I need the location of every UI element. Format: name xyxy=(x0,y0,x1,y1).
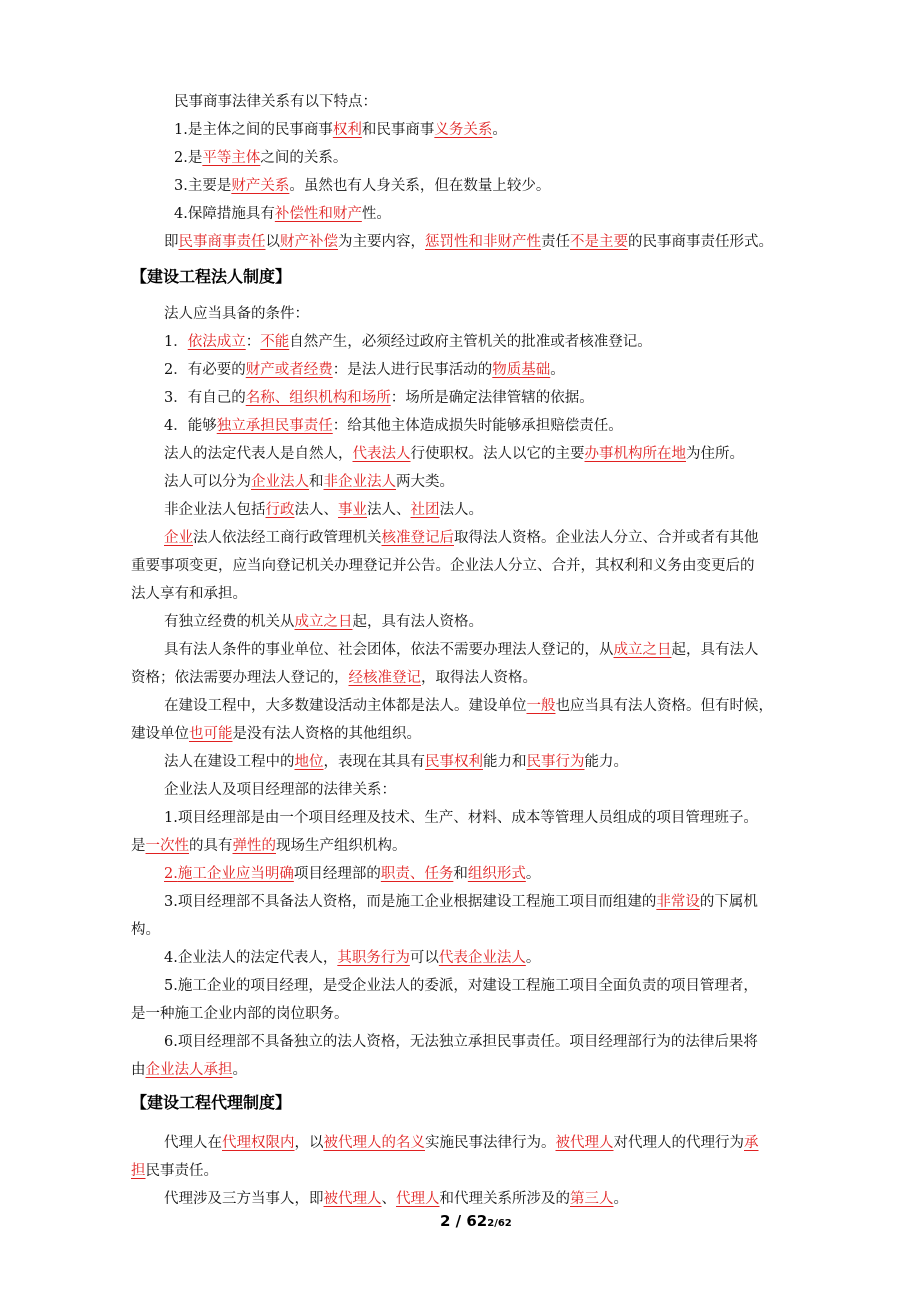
text-segment: 法人应当具备的条件： xyxy=(164,306,309,322)
paragraph-line xyxy=(164,472,454,492)
text-segment: 。 xyxy=(525,866,541,882)
text-segment: 非企业法人包括 xyxy=(164,502,266,518)
highlighted-term: 第三人 xyxy=(570,1191,614,1207)
highlighted-term: 补偿性和财产 xyxy=(274,206,362,222)
text-segment: 能力。 xyxy=(584,754,628,770)
paragraph-line xyxy=(164,232,773,252)
section-heading-legal-person: 【建设工程法人制度】 xyxy=(131,267,292,286)
text-segment: 行使职权。法人以它的主要 xyxy=(410,446,585,462)
highlighted-term: 平等主体 xyxy=(202,150,261,166)
highlighted-term: 财产或者经费 xyxy=(245,362,333,378)
paragraph-line xyxy=(164,976,758,996)
paragraph-line xyxy=(131,584,247,604)
highlighted-term: 物质基础 xyxy=(492,362,551,378)
text-segment: 项目经理部的 xyxy=(293,866,381,882)
text-segment: 法人、 xyxy=(367,502,411,518)
text-segment: 为主要内容， xyxy=(338,234,425,250)
text-segment: 3.主要是 xyxy=(174,178,232,194)
text-segment: 责任 xyxy=(541,234,570,250)
highlighted-term: 成立之日 xyxy=(613,642,672,658)
text-segment: 法人。 xyxy=(439,502,483,518)
paragraph-line xyxy=(131,920,160,940)
text-segment: ，表现在其具有 xyxy=(323,754,425,770)
paragraph-line xyxy=(164,892,758,912)
highlighted-term: 权利 xyxy=(332,122,362,138)
paragraph-line xyxy=(164,528,759,548)
highlighted-term: 2. xyxy=(164,866,178,882)
highlighted-term: 其职务行为 xyxy=(337,950,410,966)
page-footer xyxy=(440,1212,512,1230)
paragraph-line xyxy=(164,864,540,884)
text-segment: 1.是主体之间的民事商事 xyxy=(174,122,333,138)
text-segment: 可以 xyxy=(409,950,439,966)
text-segment: 1． xyxy=(164,334,188,350)
highlighted-term: 被代理人的名义 xyxy=(323,1135,425,1151)
text-segment: 具有法人条件的事业单位、社会团体，依法不需要办理法人登记的，从 xyxy=(164,642,614,658)
text-segment: 由 xyxy=(131,1062,146,1078)
highlighted-term: 惩罚性和非财产性 xyxy=(425,234,541,250)
text-segment: 3．有自己的 xyxy=(164,390,246,406)
text-segment: 以 xyxy=(265,234,280,250)
text-segment: 的具有 xyxy=(189,838,233,854)
paragraph-line xyxy=(131,724,421,744)
text-segment: 法人在建设工程中的 xyxy=(164,754,295,770)
text-segment: 和民事商事 xyxy=(361,122,435,138)
text-segment: 法人的法定代表人是自然人， xyxy=(164,446,353,462)
highlighted-term: 一般 xyxy=(526,698,556,714)
highlighted-term: 核准登记后 xyxy=(381,530,454,546)
highlighted-term: 不是主要 xyxy=(570,234,628,250)
highlighted-term: 社团 xyxy=(410,502,440,518)
highlighted-term: 被代理人 xyxy=(555,1135,614,1151)
text-segment: 和 xyxy=(309,474,324,490)
highlighted-term: 也可能 xyxy=(189,726,233,742)
text-segment: 重要事项变更，应当向登记机关办理登记并公告。企业法人分立、合并，其权利和义务由变更后的 xyxy=(131,558,755,574)
paragraph-line xyxy=(164,500,483,520)
text-segment: 是 xyxy=(131,838,146,854)
paragraph-line xyxy=(131,668,537,688)
text-segment: 4.企业法人的法定代表人， xyxy=(164,950,338,966)
text-segment: 民事商事法律关系有以下特点： xyxy=(174,94,377,110)
text-segment: 2.是 xyxy=(174,150,203,166)
highlighted-term: 义务关系 xyxy=(434,122,493,138)
text-segment: 能力和 xyxy=(483,754,527,770)
text-segment: 的下属机 xyxy=(699,894,758,910)
text-segment: 也应当具有法人资格。但有时候， xyxy=(555,698,773,714)
page-number-small: 2/62 xyxy=(487,1218,512,1229)
text-segment: 。虽然也有人身关系，但在数量上较少。 xyxy=(289,178,551,194)
text-segment: 法人、 xyxy=(294,502,338,518)
paragraph-line xyxy=(164,1133,759,1153)
text-segment: 建设单位 xyxy=(131,726,189,742)
paragraph-line xyxy=(164,640,759,660)
text-segment: 3.项目经理部不具备法人资格，而是施工企业根据建设工程施工项目而组建的 xyxy=(164,894,657,910)
text-segment: 民事责任。 xyxy=(145,1163,218,1179)
text-segment: ：是法人进行民事活动的 xyxy=(332,362,493,378)
text-segment: 。 xyxy=(613,1191,628,1207)
highlighted-term: 民事商事责任 xyxy=(178,234,266,250)
paragraph-line xyxy=(131,556,755,576)
highlighted-term: 企业法人承担 xyxy=(145,1062,233,1078)
paragraph-line xyxy=(131,1161,218,1181)
highlighted-term: 担 xyxy=(131,1163,146,1179)
text-segment: 法人可以分为 xyxy=(164,474,251,490)
text-segment: 企业法人及项目经理部的法律关系： xyxy=(164,782,396,798)
highlighted-term: 承 xyxy=(744,1135,759,1151)
highlighted-term: 办事机构所在地 xyxy=(584,446,686,462)
text-segment: 是没有法人资格的其他组织。 xyxy=(232,726,421,742)
text-segment: 法人享有和承担。 xyxy=(131,586,247,602)
text-segment: 。 xyxy=(492,122,507,138)
text-segment: ：给其他主体造成损失时能够承担赔偿责任。 xyxy=(332,418,623,434)
highlighted-term: 地位 xyxy=(294,754,324,770)
text-segment: 即 xyxy=(164,234,179,250)
text-segment: 自然产生，必须经过政府主管机关的批准或者核准登记。 xyxy=(289,334,652,350)
paragraph-line xyxy=(131,1004,349,1024)
highlighted-term: 财产补偿 xyxy=(280,234,338,250)
text-segment: 起，具有法人 xyxy=(671,642,759,658)
text-segment: 起，具有法人资格。 xyxy=(352,614,483,630)
highlighted-term: 代理权限内 xyxy=(222,1135,295,1151)
highlighted-term: 事业 xyxy=(338,502,367,518)
text-segment: 。 xyxy=(550,362,565,378)
paragraph-line xyxy=(164,1032,758,1052)
text-segment: ： xyxy=(245,334,261,350)
paragraph-line xyxy=(131,836,407,856)
highlighted-term: 一次性 xyxy=(145,838,189,854)
paragraph-line xyxy=(164,696,773,716)
highlighted-term: 依法成立 xyxy=(187,334,246,350)
highlighted-term: 组织形式 xyxy=(467,866,526,882)
section-heading-agency: 【建设工程代理制度】 xyxy=(131,1093,292,1112)
highlighted-term: 代表法人 xyxy=(352,446,411,462)
highlighted-term: 被代理人 xyxy=(323,1191,382,1207)
paragraph-line xyxy=(174,120,507,140)
text-segment: ：场所是确定法律管辖的依据。 xyxy=(390,390,594,406)
paragraph-line xyxy=(164,752,628,772)
highlighted-term: 民事权利 xyxy=(425,754,483,770)
paragraph-line xyxy=(164,388,594,408)
text-segment: 资格；依法需要办理法人登记的， xyxy=(131,670,349,686)
highlighted-term: 代表企业法人 xyxy=(438,950,526,966)
highlighted-term: 非常设 xyxy=(656,894,700,910)
text-segment: ，取得法人资格。 xyxy=(421,670,537,686)
text-segment: 、 xyxy=(381,1191,396,1207)
text-segment: 之间的关系。 xyxy=(260,150,348,166)
highlighted-term: 行政 xyxy=(265,502,295,518)
highlighted-term: 代理人 xyxy=(396,1191,440,1207)
paragraph-line xyxy=(164,612,483,632)
text-segment: 的民事商事责任形式。 xyxy=(628,234,773,250)
text-segment: 法人依法经工商行政管理机关 xyxy=(193,530,382,546)
text-segment: 实施民事法律行为。 xyxy=(425,1135,556,1151)
paragraph-line xyxy=(164,332,652,352)
text-segment: 现场生产组织机构。 xyxy=(276,838,407,854)
text-segment: 代理人在 xyxy=(164,1135,222,1151)
paragraph-line xyxy=(174,204,391,224)
text-segment: 和代理关系所涉及的 xyxy=(439,1191,570,1207)
highlighted-term: 财产关系 xyxy=(231,178,290,194)
text-segment: 2．有必要的 xyxy=(164,362,246,378)
text-segment: 5.施工企业的项目经理，是受企业法人的委派，对建设工程施工项目全面负责的项目管理者， xyxy=(164,978,758,994)
text-segment: 性。 xyxy=(361,206,391,222)
text-segment: 。 xyxy=(232,1062,247,1078)
text-segment: 有独立经费的机关从 xyxy=(164,614,295,630)
text-segment: 为住所。 xyxy=(686,446,744,462)
text-segment: 1.项目经理部是由一个项目经理及技术、生产、材料、成本等管理人员组成的项目管理班子。 xyxy=(164,810,758,826)
paragraph-line xyxy=(131,1060,247,1080)
text-segment: 和 xyxy=(453,866,468,882)
highlighted-term: 名称、组织机构和场所 xyxy=(245,390,391,406)
paragraph-line xyxy=(164,948,540,968)
paragraph-line xyxy=(164,1189,628,1209)
text-segment: 6.项目经理部不具备独立的法人资格，无法独立承担民事责任。项目经理部行为的法律后果将 xyxy=(164,1034,758,1050)
highlighted-term: 独立承担民事责任 xyxy=(216,418,333,434)
text-segment: 两大类。 xyxy=(396,474,454,490)
text-segment: 4．能够 xyxy=(164,418,217,434)
highlighted-term: 企业法人 xyxy=(251,474,309,490)
text-segment: ，以 xyxy=(294,1135,324,1151)
paragraph-line xyxy=(164,780,396,800)
text-segment: 在建设工程中，大多数建设活动主体都是法人。建设单位 xyxy=(164,698,527,714)
highlighted-term: 职责、任务 xyxy=(380,866,454,882)
text-segment: 。 xyxy=(525,950,541,966)
highlighted-term: 企业 xyxy=(164,530,193,546)
text-segment: 对代理人的代理行为 xyxy=(613,1135,744,1151)
paragraph-line xyxy=(164,304,309,324)
highlighted-term: 非企业法人 xyxy=(323,474,396,490)
paragraph-line xyxy=(164,808,758,828)
paragraph-line xyxy=(174,92,377,112)
highlighted-term: 施工企业应当明确 xyxy=(177,866,294,882)
highlighted-term: 经核准登记 xyxy=(348,670,421,686)
highlighted-term: 不能 xyxy=(260,334,290,350)
paragraph-line xyxy=(164,444,744,464)
highlighted-term: 成立之日 xyxy=(294,614,353,630)
highlighted-term: 弹性的 xyxy=(232,838,276,854)
text-segment: 4.保障措施具有 xyxy=(174,206,275,222)
paragraph-line xyxy=(164,360,565,380)
paragraph-line xyxy=(174,148,347,168)
page-number: 2 / 62 xyxy=(440,1212,488,1230)
paragraph-line xyxy=(174,176,550,196)
text-segment: 取得法人资格。企业法人分立、合并或者有其他 xyxy=(454,530,759,546)
text-segment: 代理涉及三方当事人，即 xyxy=(164,1191,324,1207)
paragraph-line xyxy=(164,416,623,436)
highlighted-term: 民事行为 xyxy=(526,754,585,770)
text-segment: 构。 xyxy=(131,922,160,938)
text-segment: 是一种施工企业内部的岗位职务。 xyxy=(131,1006,349,1022)
